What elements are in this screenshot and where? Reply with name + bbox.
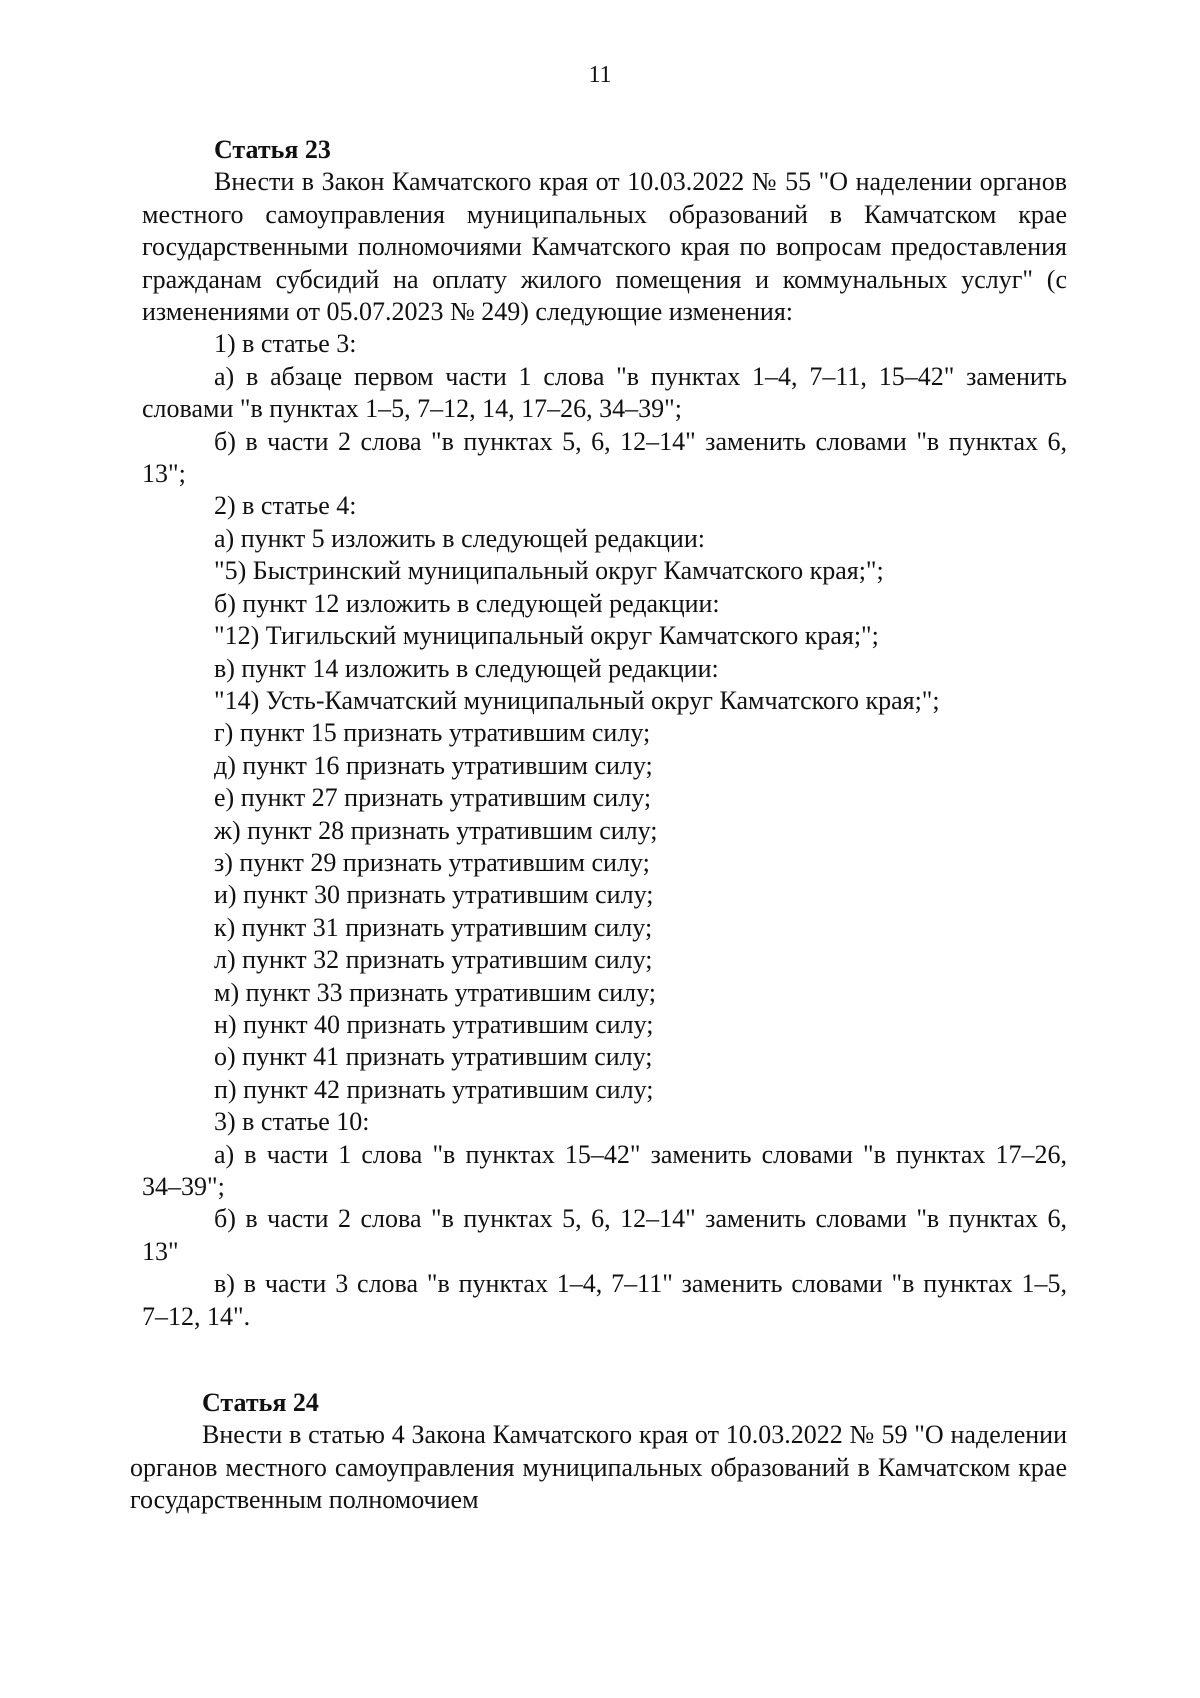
document-body — [130, 134, 1067, 1517]
paragraph: Внести в Закон Камчатского края от 10.03.2022 № 55 "О наделении органов местного самоуправления муниципальных образований в Камчатском крае государственными полномочиями Камчатского края по вопросам предоставления гражданам субсидий на оплату жилого помещения и коммунальных услуг" (с изменениями от 05.07.2023 № 249) следующие изменения: — [142, 167, 1067, 327]
paragraph: а) в абзаце первом части 1 слова "в пунктах 1–4, 7–11, 15–42" заменить словами "в пунктах 1–5, 7–12, 14, 17–26, 34–39"; — [142, 361, 1067, 424]
paragraph: б) в части 2 слова "в пунктах 5, 6, 12–14" заменить словами "в пунктах 6, 13"; — [142, 426, 1067, 489]
paragraph: 2) в статье 4: — [214, 491, 357, 521]
paragraph: м) пункт 33 признать утратившим силу; — [214, 977, 656, 1007]
paragraph: о) пункт 41 признать утратившим силу; — [214, 1042, 653, 1072]
paragraph: н) пункт 40 признать утратившим силу; — [214, 1009, 654, 1039]
paragraph: л) пункт 32 признать утратившим силу; — [214, 945, 653, 975]
paragraph: г) пункт 15 признать утратившим силу; — [214, 718, 651, 748]
article-24 — [130, 1387, 1067, 1517]
paragraph: в) в части 3 слова "в пунктах 1–4, 7–11" заменить словами "в пунктах 1–5, 7–12, 14". — [142, 1269, 1067, 1331]
paragraph: ж) пункт 28 признать утратившим силу; — [214, 815, 658, 845]
paragraph: б) пункт 12 изложить в следующей редакции: — [214, 588, 720, 618]
paragraph: Внести в статью 4 Закона Камчатского края от 10.03.2022 № 59 "О наделении органов местного самоуправления муниципальных образований в Камчатском крае государственным полномочием — [130, 1420, 1067, 1515]
article-23 — [142, 134, 1067, 1333]
paragraph: а) пункт 5 изложить в следующей редакции: — [214, 523, 705, 553]
page-number: 11 — [588, 62, 612, 88]
paragraph: е) пункт 27 признать утратившим силу; — [214, 783, 652, 813]
paragraph: и) пункт 30 признать утратившим силу; — [214, 880, 654, 910]
paragraph: к) пункт 31 признать утратившим силу; — [214, 912, 653, 942]
article-23-heading: Статья 23 — [214, 135, 331, 164]
paragraph: д) пункт 16 признать утратившим силу; — [214, 750, 653, 780]
paragraph: "5) Быстринский муниципальный округ Камчатского края;"; — [214, 556, 884, 586]
paragraph: в) пункт 14 изложить в следующей редакции: — [214, 653, 719, 683]
section-gap — [142, 1333, 1067, 1387]
paragraph: "12) Тигильский муниципальный округ Камчатского края;"; — [214, 621, 879, 651]
article-24-heading: Статья 24 — [202, 1388, 319, 1418]
paragraph: а) в части 1 слова "в пунктах 15–42" заменить словами "в пунктах 17–26, 34–39"; — [142, 1139, 1067, 1201]
paragraph: б) в части 2 слова "в пунктах 5, 6, 12–14" заменить словами "в пунктах 6, 13" — [142, 1204, 1067, 1266]
paragraph: з) пункт 29 признать утратившим силу; — [214, 847, 650, 877]
paragraph: "14) Усть-Камчатский муниципальный округ Камчатского края;"; — [214, 685, 940, 715]
paragraph: 1) в статье 3: — [214, 329, 357, 359]
paragraph: п) пункт 42 признать утратившим силу; — [214, 1074, 654, 1104]
paragraph: 3) в статье 10: — [214, 1107, 370, 1137]
